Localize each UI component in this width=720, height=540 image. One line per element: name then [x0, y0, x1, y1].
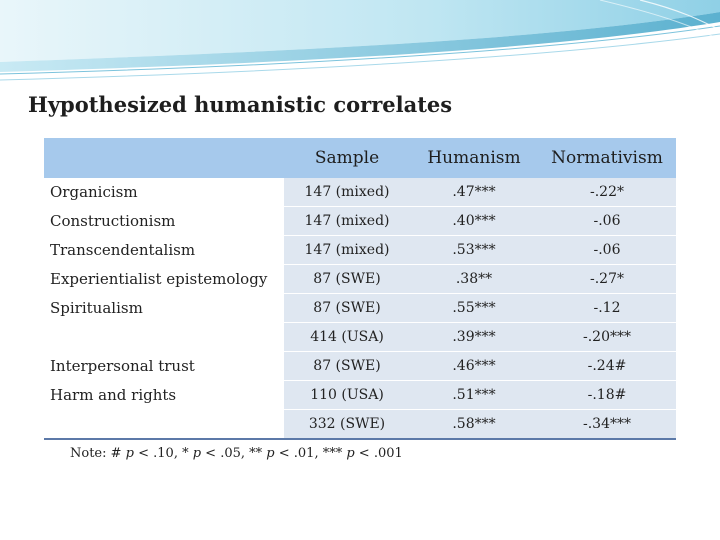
header-swoosh-decoration	[0, 0, 720, 90]
table-row	[44, 207, 676, 236]
sample-cell: 147 (mixed)	[284, 178, 410, 207]
note-p-symbol: p	[192, 446, 202, 461]
note-threshold: < .01, ***	[274, 446, 347, 461]
table-row	[44, 323, 676, 352]
table-row	[44, 178, 676, 207]
slide-title: Hypothesized humanistic correlates	[28, 92, 453, 117]
sample-cell: 87 (SWE)	[284, 294, 410, 323]
correlates-table	[44, 138, 676, 440]
humanism-cell: .55***	[410, 294, 538, 323]
humanism-cell: .53***	[410, 236, 538, 265]
sample-cell: 87 (SWE)	[284, 265, 410, 294]
row-label: Constructionism	[44, 207, 284, 236]
note-p-symbol: p	[346, 446, 355, 461]
normativism-cell: -.06	[538, 207, 676, 236]
note-p-symbol: p	[125, 446, 134, 461]
sample-cell: 147 (mixed)	[284, 207, 410, 236]
normativism-cell: -.27*	[538, 265, 676, 294]
table-note	[70, 446, 403, 461]
header-sample: Sample	[314, 148, 380, 168]
row-label: Harm and rights	[44, 381, 284, 410]
note-p-symbol: p	[266, 446, 275, 461]
table-row	[44, 410, 676, 440]
sample-cell: 332 (SWE)	[284, 410, 410, 440]
humanism-cell: .38**	[410, 265, 538, 294]
table-row	[44, 265, 676, 294]
row-label: Interpersonal trust	[44, 352, 284, 381]
humanism-cell: .46***	[410, 352, 538, 381]
humanism-cell: .58***	[410, 410, 538, 440]
normativism-cell: -.12	[538, 294, 676, 323]
humanism-cell: .40***	[410, 207, 538, 236]
note-prefix: Note: #	[70, 446, 126, 461]
normativism-cell: -.24#	[538, 352, 676, 381]
normativism-cell: -.34***	[538, 410, 676, 440]
note-threshold: < .05, **	[201, 446, 267, 461]
note-threshold: < .10, *	[133, 446, 193, 461]
sample-cell: 87 (SWE)	[284, 352, 410, 381]
note-threshold: < .001	[354, 446, 403, 461]
row-label	[44, 323, 284, 352]
table-row	[44, 352, 676, 381]
header-normativism: Normativism	[551, 148, 663, 168]
table-row	[44, 381, 676, 410]
table-row	[44, 294, 676, 323]
row-label: Transcendentalism	[44, 236, 284, 265]
normativism-cell: -.20***	[538, 323, 676, 352]
humanism-cell: .47***	[410, 178, 538, 207]
header-blank	[44, 138, 284, 178]
normativism-cell: -.18#	[538, 381, 676, 410]
table-row	[44, 236, 676, 265]
normativism-cell: -.22*	[538, 178, 676, 207]
row-label	[44, 410, 284, 440]
row-label: Organicism	[44, 178, 284, 207]
row-label: Experientialist epistemology	[44, 265, 284, 294]
sample-cell: 110 (USA)	[284, 381, 410, 410]
sample-cell: 414 (USA)	[284, 323, 410, 352]
normativism-cell: -.06	[538, 236, 676, 265]
header-humanism: Humanism	[427, 148, 521, 168]
sample-cell: 147 (mixed)	[284, 236, 410, 265]
table-header-row	[44, 138, 676, 178]
humanism-cell: .51***	[410, 381, 538, 410]
row-label: Spiritualism	[44, 294, 284, 323]
humanism-cell: .39***	[410, 323, 538, 352]
